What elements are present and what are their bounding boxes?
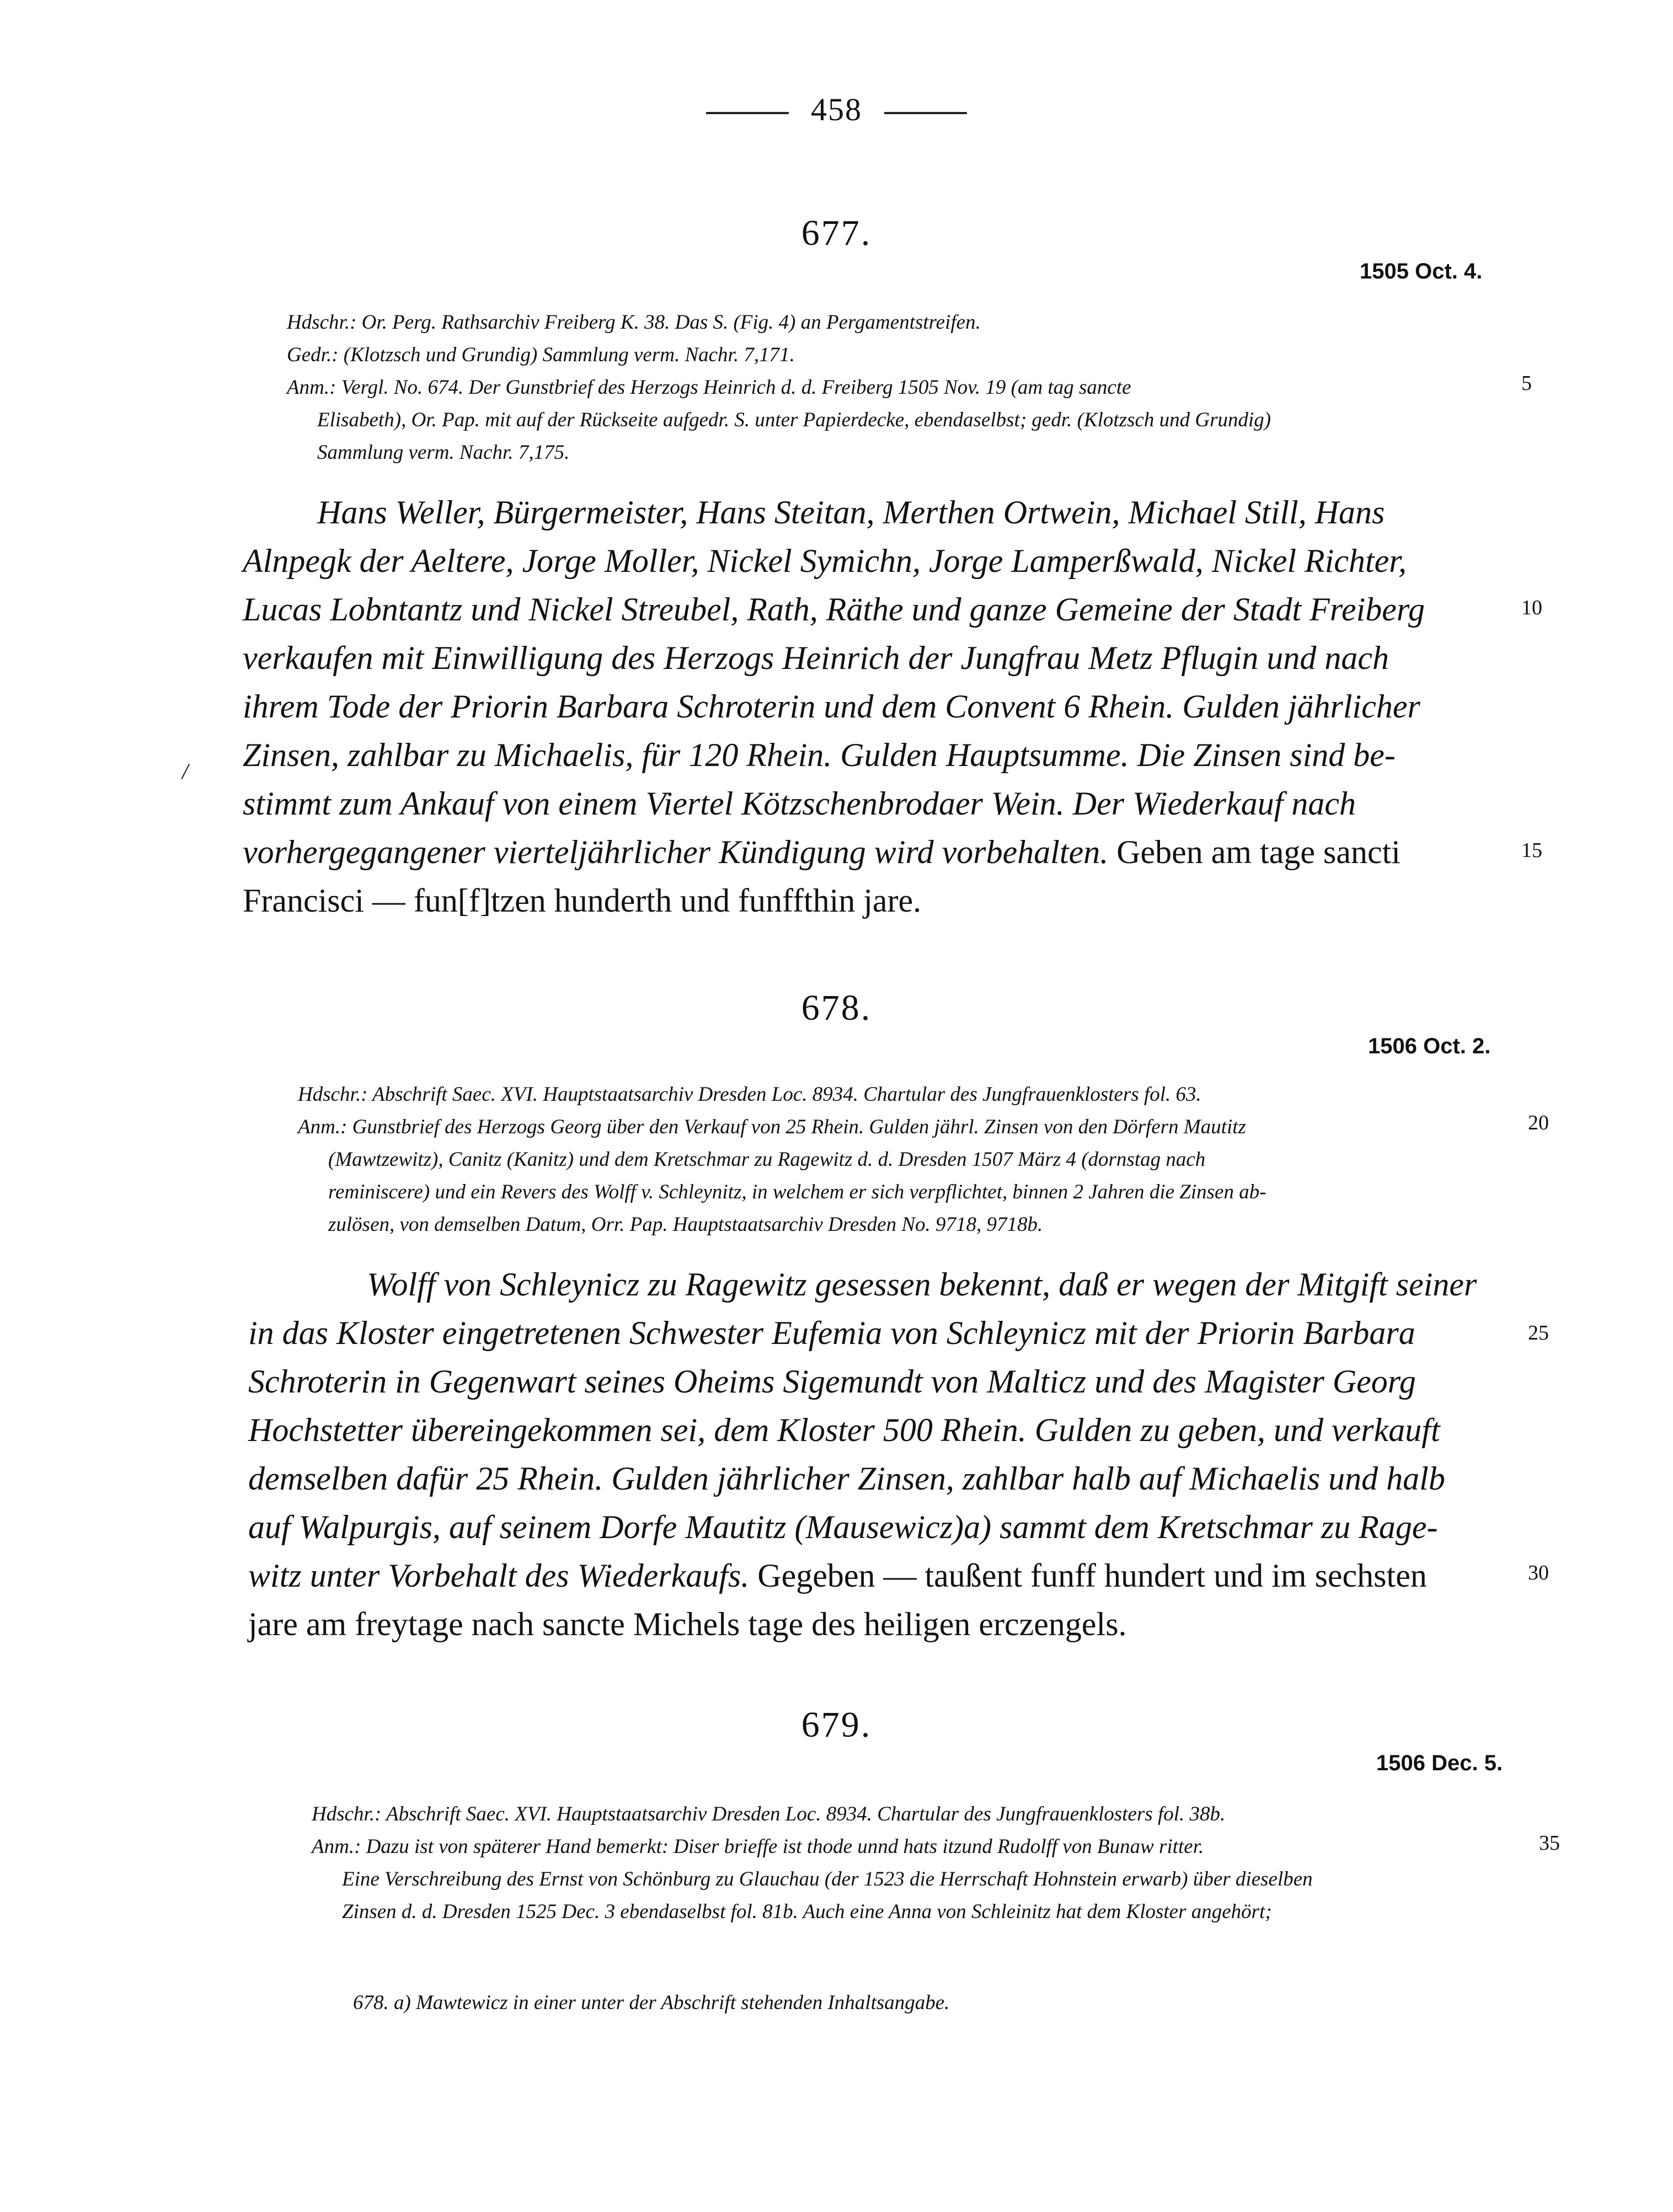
note-line: Elisabeth), Or. Pap. mit auf der Rückseite aufgedr. S. unter Papierdecke, ebendaselbst; gedr. (Klotzsch und Grundig) [317, 409, 1271, 431]
regest-line: Hans Weller, Bürgermeister, Hans Steitan, Merthen Ortwein, Michael Still, Hans [317, 494, 1385, 531]
entry-date-678: 1506 Oct. 2. [1368, 1034, 1491, 1058]
entry-regest-678 [248, 1260, 1533, 1648]
regest-line: Schroterin in Gegenwart seines Oheims Sigemundt von Malticz und des Magister Georg [248, 1363, 1416, 1400]
entry-notes-679 [312, 1798, 1533, 1928]
page-number: 458 [811, 92, 862, 127]
regest-line: demselben dafür 25 Rhein. Gulden jährlicher Zinsen, zahlbar halb auf Michaelis und halb [248, 1460, 1445, 1497]
note-line: Eine Verschreibung des Ernst von Schönburg zu Glauchau (der 1523 die Herrschaft Hohnstein erwarb) über dieselben [342, 1868, 1313, 1890]
note-line: Hdschr.: Abschrift Saec. XVI. Hauptstaatsarchiv Dresden Loc. 8934. Chartular des Jungfrauenklosters fol. 38b. [312, 1803, 1226, 1825]
regest-line: witz unter Vorbehalt des Wiederkaufs. [248, 1557, 750, 1594]
entry-notes-678 [298, 1078, 1533, 1241]
header-rule-left [706, 112, 789, 114]
regest-line: Hochstetter übereingekommen sei, dem Kloster 500 Rhein. Gulden zu geben, und verkauft [248, 1412, 1440, 1448]
note-line: reminiscere) und ein Revers des Wolff v. Schleynitz, in welchem er sich verpflichtet, binnen 2 Jahren die Zinsen ab- [328, 1181, 1266, 1203]
entry-notes-677 [287, 306, 1533, 469]
entry-number-679: 679. [801, 1705, 872, 1745]
note-line: zulösen, von demselben Datum, Orr. Pap. Hauptstaatsarchiv Dresden No. 9718, 9718b. [328, 1213, 1043, 1236]
regest-line: in das Kloster eingetretenen Schwester Eufemia von Schleynicz mit der Priorin Barbara [248, 1315, 1415, 1351]
note-line: Anm.: Vergl. No. 674. Der Gunstbrief des Herzogs Heinrich d. d. Freiberg 1505 Nov. 19 (am tag sancte [287, 376, 1131, 399]
entry-number-678: 678. [801, 988, 872, 1028]
regest-line: Lucas Lobntantz und Nickel Streubel, Rath, Räthe und ganze Gemeine der Stadt Freiberg [243, 591, 1425, 628]
line-number: 10 [1521, 596, 1542, 619]
line-number: 15 [1521, 839, 1542, 862]
margin-mark: / [182, 759, 189, 784]
line-number: 30 [1528, 1561, 1549, 1584]
line-number: 5 [1521, 372, 1532, 395]
regest-line: verkaufen mit Einwilligung des Herzogs Heinrich der Jungfrau Metz Pflugin und nach [243, 640, 1389, 676]
line-number: 25 [1528, 1321, 1549, 1345]
regest-line: ihrem Tode der Priorin Barbara Schroterin und dem Convent 6 Rhein. Gulden jährlicher [243, 688, 1420, 725]
note-line: Anm.: Dazu ist von späterer Hand bemerkt: Diser brieffe ist thode unnd hats itzund Rudolff von Bunaw ritter. [312, 1835, 1204, 1858]
note-line: Hdschr.: Abschrift Saec. XVI. Hauptstaatsarchiv Dresden Loc. 8934. Chartular des Jungfrauenklosters fol. 63. [298, 1083, 1201, 1106]
line-number: 35 [1539, 1831, 1560, 1855]
regest-date-clause: Geben am tage sancti [1108, 834, 1401, 870]
regest-line: Zinsen, zahlbar zu Michaelis, für 120 Rhein. Gulden Hauptsumme. Die Zinsen sind be- [243, 737, 1396, 773]
entry-number-677: 677. [801, 213, 872, 253]
regest-line: Alnpegk der Aeltere, Jorge Moller, Nickel Symichn, Jorge Lamperßwald, Nickel Richter, [243, 543, 1407, 579]
regest-date-clause: Gegeben — taußent funff hundert und im sechsten [749, 1557, 1427, 1594]
header-rule-right [884, 112, 967, 114]
note-line: (Mawtzewitz), Canitz (Kanitz) und dem Kretschmar zu Ragewitz d. d. Dresden 1507 März 4 (dornstag nach [328, 1148, 1206, 1171]
note-line: Zinsen d. d. Dresden 1525 Dec. 3 ebendaselbst fol. 81b. Auch eine Anna von Schleinitz hat dem Kloster angehört; [342, 1900, 1272, 1923]
regest-line: stimmt zum Ankauf von einem Viertel Kötzschenbrodaer Wein. Der Wiederkauf nach [243, 785, 1356, 822]
note-line: Anm.: Gunstbrief des Herzogs Georg über den Verkauf von 25 Rhein. Gulden jährl. Zinsen von den Dörfern Mautitz [298, 1116, 1246, 1138]
entry-regest-677 [243, 488, 1533, 925]
regest-line: auf Walpurgis, auf seinem Dorfe Mautitz (Mausewicz)a) sammt dem Kretschmar zu Rage- [248, 1509, 1438, 1545]
regest-line: Francisci — fun[f]tzen hunderth und funffthin jare. [243, 882, 922, 919]
line-number: 20 [1528, 1111, 1549, 1134]
entry-date-679: 1506 Dec. 5. [1376, 1751, 1503, 1775]
note-line: Gedr.: (Klotzsch und Grundig) Sammlung verm. Nachr. 7,171. [287, 344, 795, 366]
note-line: Hdschr.: Or. Perg. Rathsarchiv Freiberg K. 38. Das S. (Fig. 4) an Pergamentstreifen. [287, 311, 981, 334]
entry-date-677: 1505 Oct. 4. [1360, 259, 1483, 283]
regest-line: vorhergegangener vierteljährlicher Kündigung wird vorbehalten. [243, 834, 1109, 870]
note-line: Sammlung verm. Nachr. 7,175. [317, 441, 570, 464]
page-header [0, 91, 1673, 128]
regest-line: jare am freytage nach sancte Michels tage des heiligen erczengels. [248, 1606, 1127, 1642]
regest-line: Wolff von Schleynicz zu Ragewitz gesessen bekennt, daß er wegen der Mitgift seiner [367, 1266, 1477, 1303]
footnote: 678. a) Mawtewicz in einer unter der Abschrift stehenden Inhaltsangabe. [353, 1991, 950, 2014]
